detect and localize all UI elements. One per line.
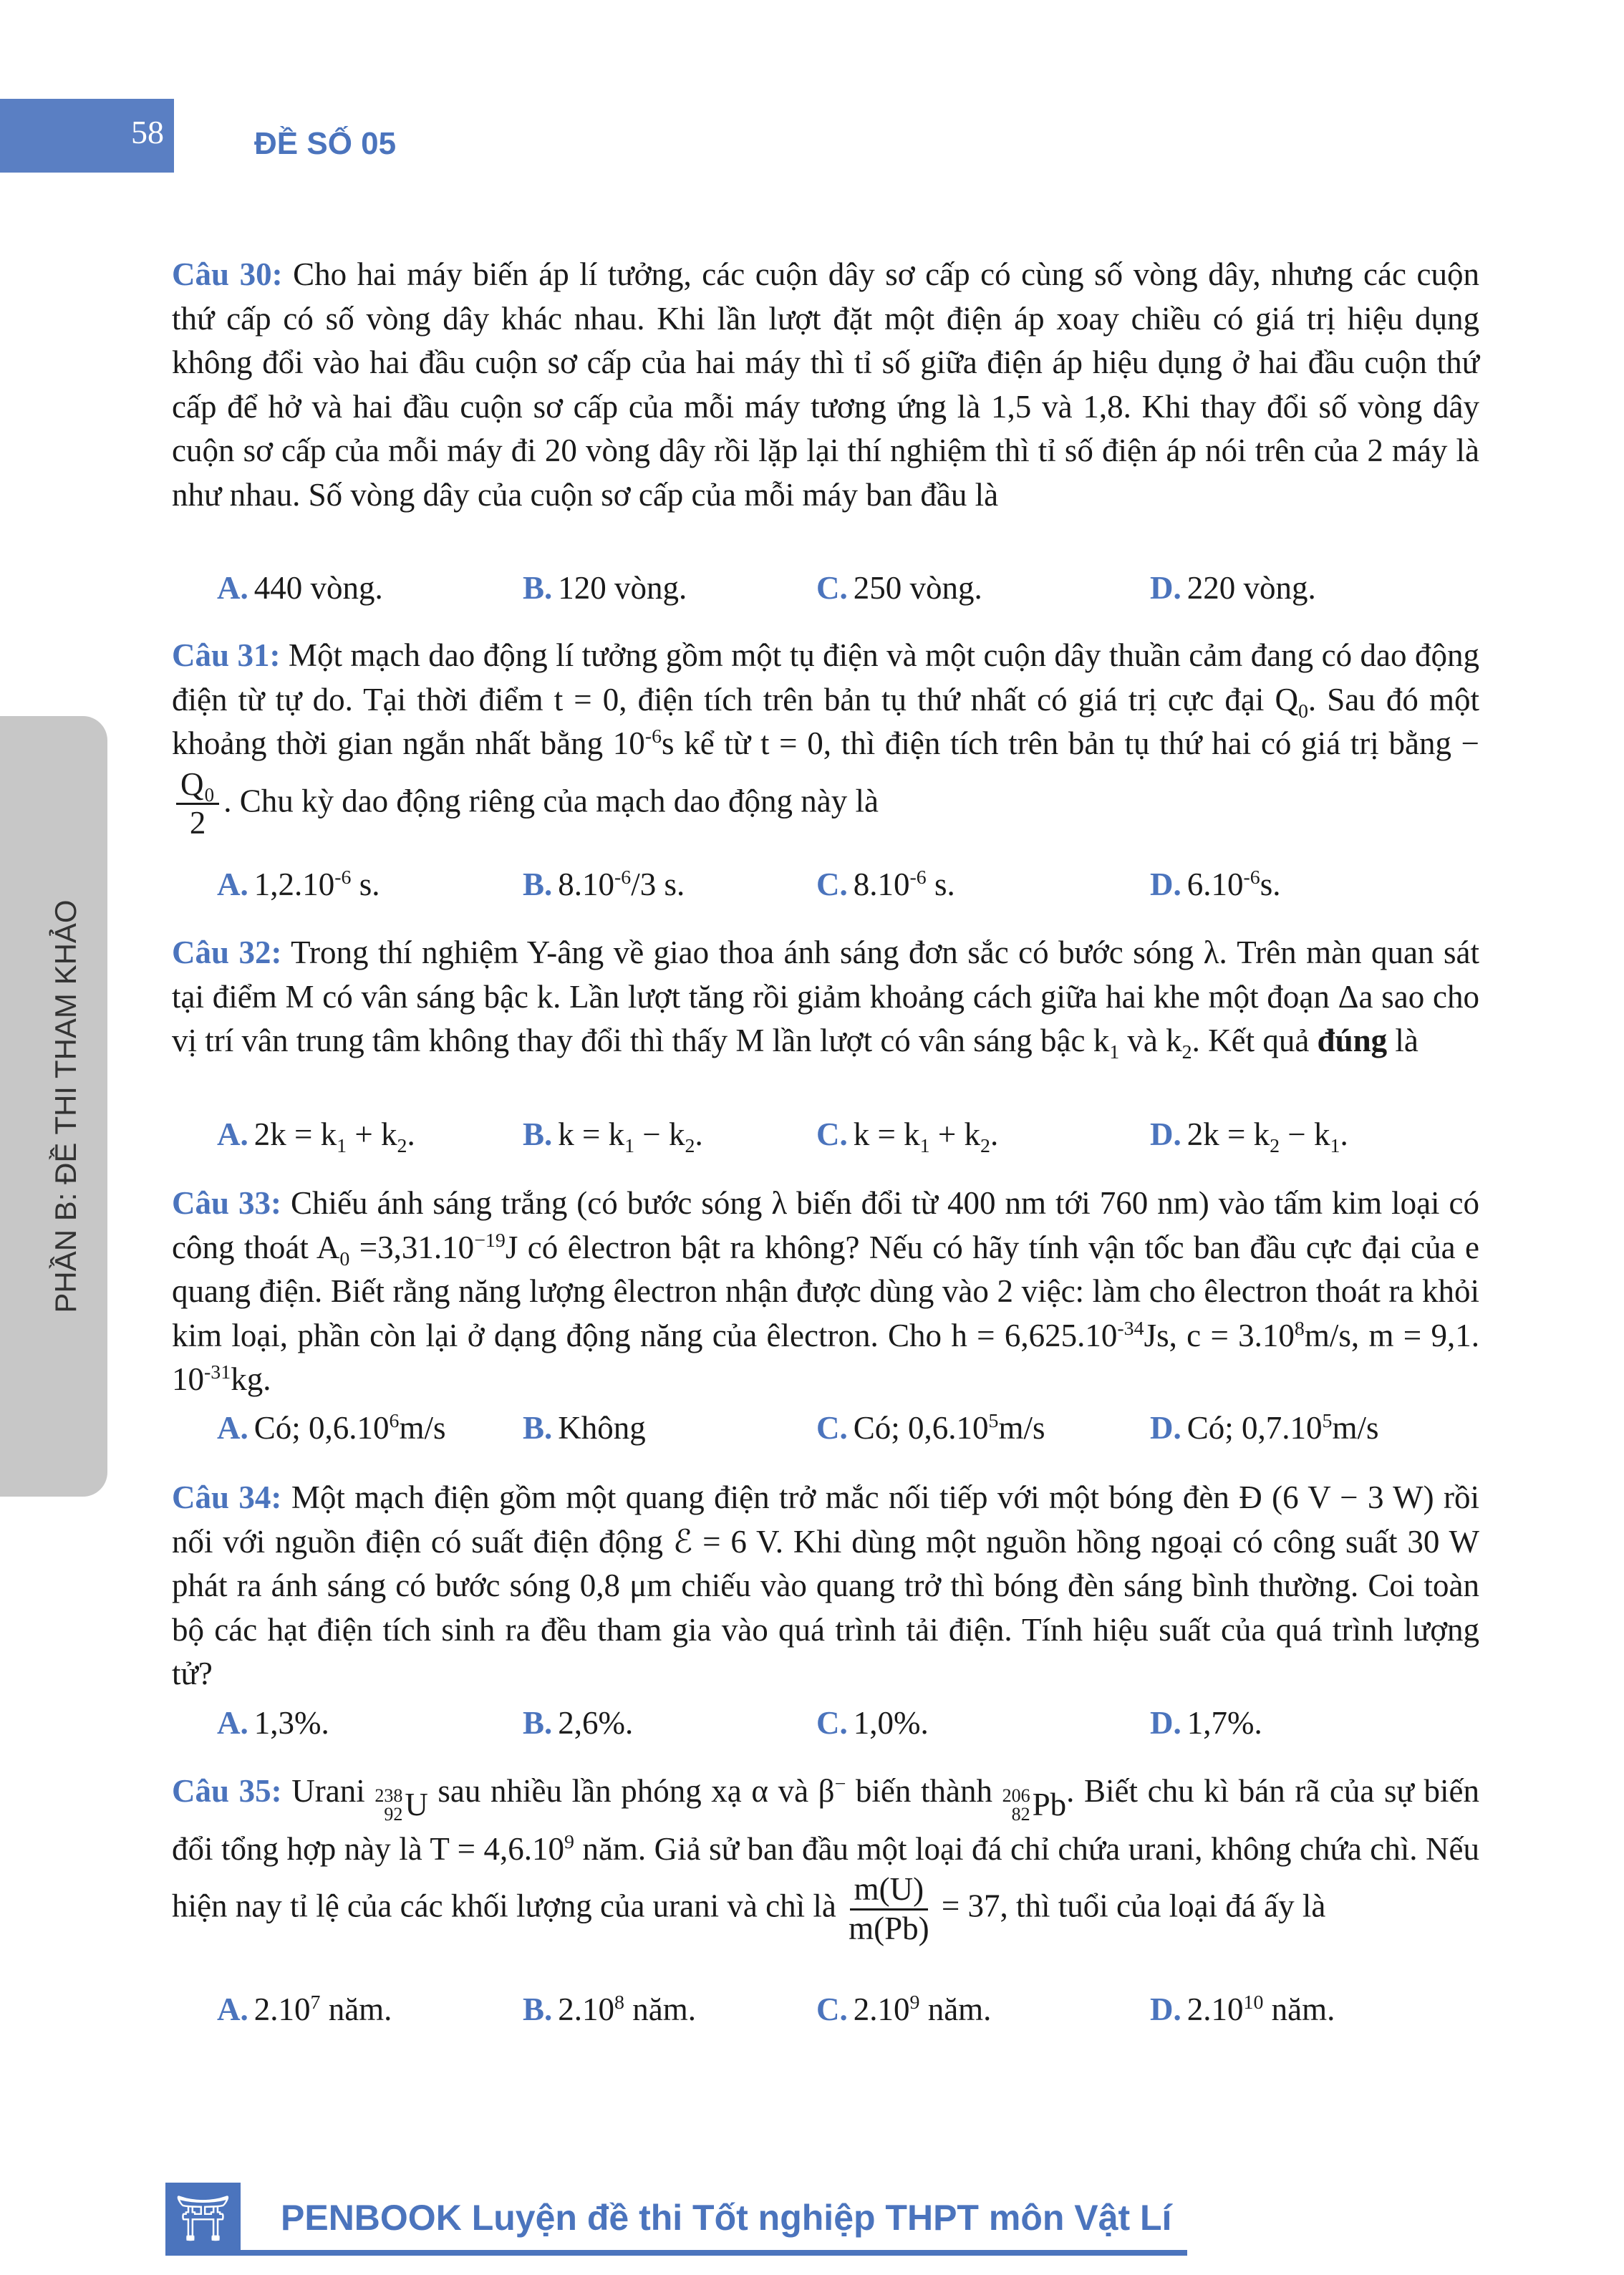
text-run: =3,31.10 [349,1229,475,1265]
subscript: 2 [1181,1041,1192,1063]
exam-title: ĐỀ SỐ 05 [254,126,397,161]
superscript: -6 [644,725,662,748]
option-label: D. [1150,866,1181,902]
text-run: . [1340,1116,1348,1152]
text-run: − k [634,1116,685,1152]
answer-option-d[interactable] [1150,1991,1335,2028]
answer-option-a[interactable] [217,1116,415,1157]
text-run: Có; 0,7.10 [1186,1410,1323,1446]
fraction [176,766,219,843]
answer-option-b[interactable] [523,866,685,903]
text-run: sau nhiều lần phóng xạ α và β [427,1773,835,1809]
option-label: A. [217,1705,248,1741]
answer-option-b[interactable] [523,1704,633,1742]
text-run: s. [351,866,380,902]
option-label: A. [217,866,248,902]
text-run: năm. Giả sử ban đầu một loại đá chỉ chứa urani, không chứa chì. Nếu hiện nay tỉ lệ của các khối lượng của urani và chì là [172,1830,1480,1924]
mass-number: 238 [374,1785,403,1806]
text-run: + k [929,1116,980,1152]
subscript: 0 [1297,700,1308,723]
option-label: C. [816,1705,848,1741]
text-run: 2.10 [1186,1991,1244,2027]
page-number-box [0,99,174,173]
option-label: C. [816,1410,848,1446]
answer-option-a[interactable] [217,866,380,903]
text-run: 440 vòng. [253,570,383,606]
fraction-numerator: Q₀ [176,766,219,806]
text-run: Có; 0,6.10 [253,1410,390,1446]
nuclide [374,1783,428,1827]
fraction-denominator: 2 [189,805,206,841]
subscript: 2 [397,1135,407,1157]
option-label: A. [217,1410,248,1446]
answer-option-b[interactable] [523,1409,646,1446]
superscript: 6 [389,1410,400,1432]
text-run: . Biết chu kì bán rã của sự biến đổi tổng hợp này là T = 4,6.10 [172,1773,1479,1867]
text-run: Có; 0,6.10 [853,1410,989,1446]
answer-options [0,1116,1624,1160]
text-run: Chiếu ánh sáng trắng (có bước sóng λ biến đổi từ 400 nm tới 760 nm) vào tấm kim loại có công thoát A [172,1185,1479,1265]
answer-option-c[interactable] [816,1409,1045,1446]
answer-option-a[interactable] [217,1409,446,1446]
text-run: Không [558,1410,646,1446]
answer-option-b[interactable] [523,569,687,607]
page-number: 58 [131,114,164,150]
superscript: 8 [1294,1317,1305,1340]
option-label: A. [217,1116,248,1152]
fraction-denominator: m(Pb) [849,1911,929,1946]
text-run: 2.10 [253,1991,311,2027]
question [172,253,1479,517]
footer-title: PENBOOK Luyện đề thi Tốt nghiệp THPT môn Vật Lí [281,2198,1172,2238]
answer-options [0,866,1624,910]
text-run: . [407,1116,415,1152]
text-run: 2k = k [1186,1116,1270,1152]
answer-option-d[interactable] [1150,1116,1348,1157]
superscript: -34 [1117,1317,1144,1340]
text-run: năm. [919,1991,992,2027]
text-run: 220 vòng. [1186,570,1316,606]
option-label: B. [523,1991,553,2027]
superscript: 9 [909,1991,920,2014]
option-label: C. [816,866,848,902]
answer-option-d[interactable] [1150,1409,1379,1446]
text-run: 8.10 [558,866,615,902]
text-run: là [1387,1023,1418,1058]
text-run: k = k [558,1116,625,1152]
text-run: 6.10 [1186,866,1244,902]
superscript: -6 [614,866,632,889]
bold-text: đúng [1317,1023,1388,1058]
nuclide-numbers [374,1787,402,1824]
text-run: 8.10 [853,866,910,902]
superscript: 5 [1322,1410,1333,1432]
question-label: Câu 32: [172,934,282,970]
option-label: C. [816,570,848,606]
text-run: 1,3%. [253,1705,329,1741]
superscript: 10 [1243,1991,1264,2014]
element-symbol: Pb [1032,1787,1067,1823]
question [172,1769,1479,1948]
mass-number: 206 [1002,1785,1030,1806]
question-label: Câu 30: [172,256,283,292]
answer-option-b[interactable] [523,1116,703,1157]
text-run: 2,6%. [558,1705,634,1741]
text-run: k = k [853,1116,920,1152]
subscript: 1 [919,1135,930,1157]
option-label: B. [523,570,553,606]
side-section-label: PHẦN B: ĐỀ THI THAM KHẢO [49,899,82,1313]
subscript: 2 [980,1135,990,1157]
superscript: − [834,1773,846,1795]
text-run: m/s [399,1410,446,1446]
text-run: năm. [624,1991,696,2027]
superscript: 9 [564,1830,574,1853]
text-run: Cho hai máy biến áp lí tưởng, các cuộn dây sơ cấp có cùng số vòng dây, nhưng các cuộn thứ cấp có số vòng dây khác nhau. Khi lần lượt đặt một điện áp xoay chiều có giá trị hiệu dụng không đổi vào hai đầu cuộn sơ cấp của hai máy thì tỉ số giữa điện áp hiệu dụng ở hai đầu cuộn thứ cấp để hở và hai đầu cuộn sơ cấp của mỗi máy tương ứng là 1,5 và 1,8. Khi thay đổi số vòng dây cuộn sơ cấp của mỗi máy đi 20 vòng dây rồi lặp lại thí nghiệm thì tỉ số điện áp nói trên của 2 máy là như nhau. Số vòng dây của cuộn sơ cấp của mỗi máy ban đầu là [172,256,1479,513]
text-run: 2.10 [558,1991,615,2027]
answer-option-d[interactable] [1150,1704,1262,1742]
atomic-number: 92 [384,1804,403,1825]
nuclide [1002,1783,1067,1827]
text-run: J có êlectron bật ra không? Nếu có hãy tính vận tốc ban đầu cực đại của e quang điện. Biết rằng năng lượng êlectron nhận được dùng vào 2 việc: làm cho êlectron thoát ra khỏi kim loại, phần còn lại ở dạng động năng của êlectron. Cho h = 6,625.10 [172,1229,1479,1353]
nuclide-numbers [1002,1787,1030,1824]
answer-options [0,569,1624,614]
answer-option-c[interactable] [816,1116,999,1157]
answer-option-a[interactable] [217,1704,329,1742]
text-run: m/s [998,1410,1045,1446]
question-label: Câu 34: [172,1479,282,1515]
answer-option-c[interactable] [816,866,955,903]
answer-option-c[interactable] [816,569,982,607]
question [172,1476,1479,1696]
answer-option-c[interactable] [816,1704,929,1742]
superscript: -31 [204,1361,231,1383]
subscript: 1 [624,1135,635,1157]
answer-option-a[interactable] [217,1991,392,2028]
text-run: + k [347,1116,397,1152]
superscript: -6 [1243,866,1260,889]
text-run: và k [1119,1023,1182,1058]
text-run: kg. [231,1361,271,1397]
question-label: Câu 31: [172,637,281,673]
answer-option-a[interactable] [217,569,383,607]
text-run: 120 vòng. [558,570,687,606]
answer-option-c[interactable] [816,1991,991,2028]
subscript: 1 [1330,1135,1340,1157]
question [172,634,1479,842]
text-run: = 37, thì tuổi của loại đá ấy là [933,1888,1326,1924]
text-run: − k [1280,1116,1330,1152]
subscript: 0 [339,1247,350,1270]
superscript: -6 [909,866,927,889]
superscript: -6 [334,866,352,889]
text-run: 1,2.10 [253,866,335,902]
footer-divider [165,2250,1187,2256]
text-run: Trong thí nghiệm Y-âng về giao thoa ánh sáng đơn sắc có bước sóng λ. Trên màn quan sát tại điểm M có vân sáng bậc k. Lần lượt tăng rồi giảm khoảng cách giữa hai khe một đoạn Δa sao cho vị trí vân trung tâm không thay đổi thì thấy M lần lượt có vân sáng bậc k [172,934,1479,1058]
question [172,931,1479,1063]
option-label: A. [217,570,248,606]
answer-option-d[interactable] [1150,866,1281,903]
text-run: /3 s. [631,866,685,902]
fraction [849,1871,929,1948]
text-run: năm. [320,1991,392,2027]
text-run: . Chu kỳ dao động riêng của mạch dao động này là [223,783,879,819]
atomic-number: 82 [1011,1804,1030,1825]
option-label: C. [816,1116,848,1152]
subscript: 2 [1270,1135,1280,1157]
superscript: 8 [614,1991,624,2014]
text-run: . Kết quả [1192,1023,1318,1058]
option-label: D. [1150,1116,1181,1152]
superscript: 7 [310,1991,321,2014]
superscript: −19 [474,1229,506,1252]
text-run: m/s [1332,1410,1379,1446]
text-run: m/s, m = 9,1. 10 [172,1317,1479,1397]
text-run: . Sau đó một khoảng thời gian ngắn nhất bằng 10 [172,681,1480,761]
text-run: 2k = k [253,1116,337,1152]
superscript: 5 [988,1410,999,1432]
text-run: 1,0%. [853,1705,929,1741]
text-run: Một mạch điện gồm một quang điện trở mắc nối tiếp với một bóng đèn Đ (6 V − 3 W) rồi nối với nguồn điện có suất điện động ℰ = 6 V. Khi dùng một nguồn hồng ngoại có công suất 30 W phát ra ánh sáng có bước sóng 0,8 μm chiếu vào quang trở thì bóng đèn sáng bình thường. Coi toàn bộ các hạt điện tích sinh ra đều tham gia vào quá trình tải điện. Tính hiệu suất của quá trình lượng tử? [172,1479,1479,1691]
option-label: B. [523,1116,553,1152]
text-run: . [990,1116,999,1152]
book-logo-icon: ⛩ [165,2183,241,2254]
option-label: B. [523,1410,553,1446]
text-run: s. [926,866,955,902]
text-run: 1,7%. [1186,1705,1262,1741]
option-label: C. [816,1991,848,2027]
answer-option-b[interactable] [523,1991,696,2028]
fraction-numerator: m(U) [850,1871,928,1911]
subscript: 1 [337,1135,347,1157]
option-label: D. [1150,1991,1181,2027]
question-label: Câu 35: [172,1773,282,1809]
text-run: năm. [1263,1991,1335,2027]
text-run: s. [1260,866,1281,902]
option-label: D. [1150,570,1181,606]
text-run: Urani [281,1773,375,1809]
question-label: Câu 33: [172,1185,281,1221]
text-run: Một mạch dao động lí tưởng gồm một tụ điện và một cuộn dây thuần cảm đang có dao động điện từ tự do. Tại thời điểm t = 0, điện tích trên bản tụ thứ nhất có giá trị cực đại Q [172,637,1479,718]
text-run: s kể từ t = 0, thì điện tích trên bản tụ thứ hai có giá trị bằng − [662,725,1480,761]
option-label: B. [523,1705,553,1741]
answer-option-d[interactable] [1150,569,1316,607]
subscript: 2 [685,1135,695,1157]
option-label: A. [217,1991,248,2027]
text-run: . [695,1116,703,1152]
text-run: 2.10 [853,1991,910,2027]
subscript: 1 [1109,1041,1120,1063]
text-run: Js, c = 3.10 [1144,1317,1295,1353]
option-label: B. [523,866,553,902]
answer-options [0,1991,1624,2035]
answer-options [0,1409,1624,1454]
question [172,1182,1479,1402]
text-run: biến thành [846,1773,1002,1809]
option-label: D. [1150,1410,1181,1446]
answer-options [0,1704,1624,1749]
option-label: D. [1150,1705,1181,1741]
element-symbol: U [405,1787,428,1823]
text-run: 250 vòng. [853,570,982,606]
